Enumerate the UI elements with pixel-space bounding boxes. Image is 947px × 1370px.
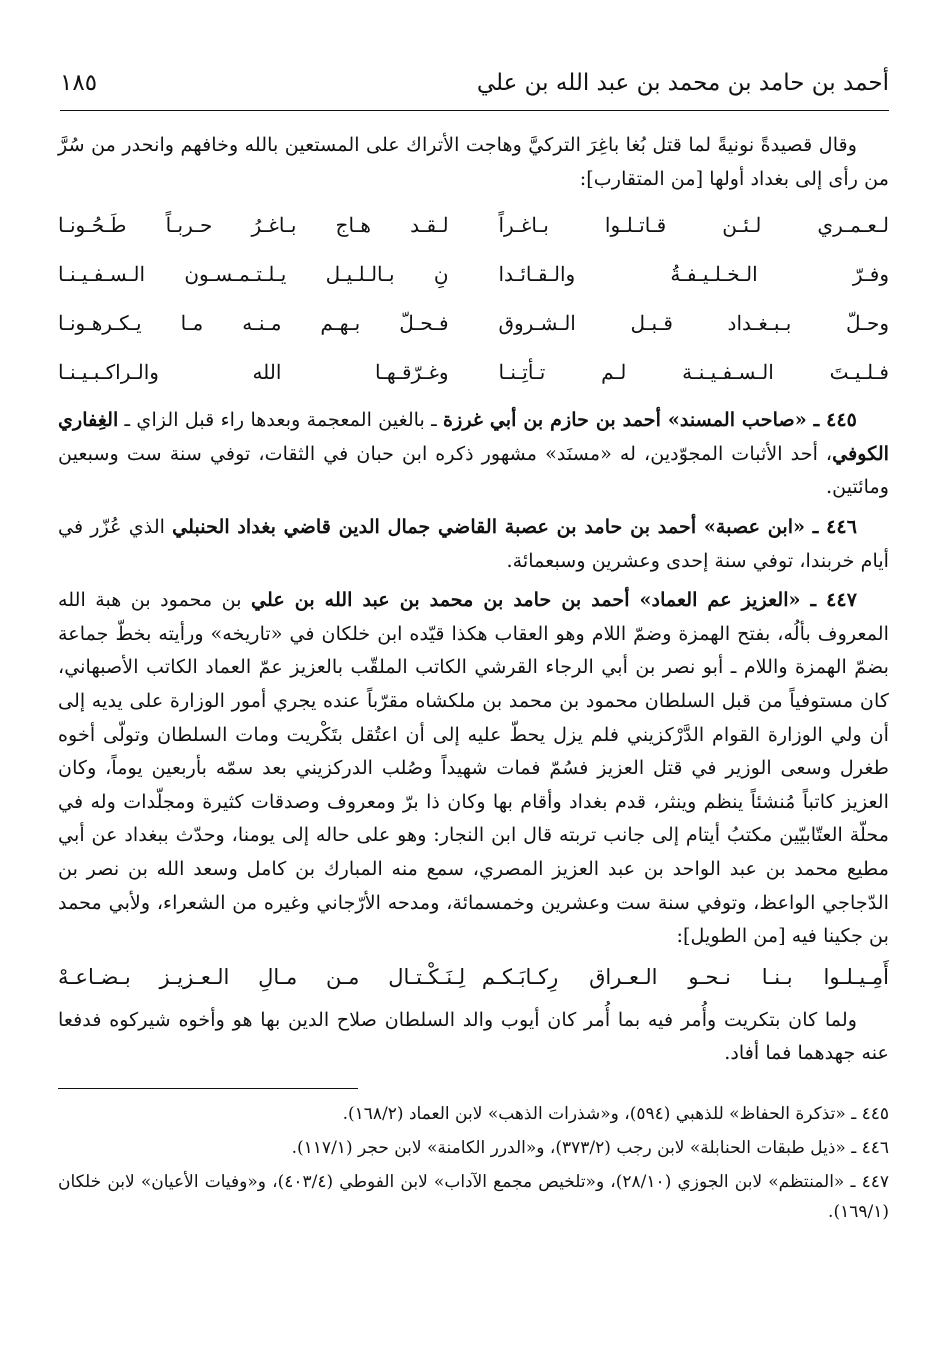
entry-446-text: الذي عُزّر في أيام خربندا، توفي سنة إحدى وعشرين وسبعمائة.: [58, 514, 889, 572]
verse-second-hemistich: فـحـلّ بـهـم مـنـه مـا يـكـرهـونـا: [58, 311, 449, 336]
verse-second-hemistich: نِ بـالـلـيـل يـلـتـمـسـون الـسـفـيـنـا: [58, 262, 449, 287]
footnote-445: ٤٤٥ ـ «تذكرة الحفاظ» للذهبي (٥٩٤)، و«شذرات الذهب» لابن العماد (١٦٨/٢).: [342, 1103, 889, 1124]
footnote-divider: [58, 1088, 358, 1089]
running-title: أحمد بن حامد بن محمد بن عبد الله بن علي: [476, 70, 889, 96]
entry-445-name: الغِفاري الكوفي: [58, 408, 889, 465]
entry-445-heading: ٤٤٥ ـ «صاحب المسند» أحمد بن حازم بن أبي غرزة: [443, 408, 857, 432]
verse-first-hemistich: وفـرّ الـخـلـيـفـةُ والـقـائـدا: [498, 262, 889, 287]
verse-line-447: [58, 955, 889, 999]
verse-line: [58, 299, 889, 348]
verse-line: [58, 201, 889, 250]
entry-447-heading: ٤٤٧ ـ «العزيز عم العماد» أحمد بن حامد بن محمد بن عبد الله بن علي: [251, 588, 857, 612]
intro-paragraph: وقال قصيدةً نونيةً لما قتل بُغا باغِرَ التركيَّ وهاجت الأتراك على المستعين بالله وخافهم وانحدر من سُرَّ من رأى إلى بغداد أولها [من المتقارب]:: [58, 133, 889, 190]
closing-paragraph: ولما كان بتكريت وأُمر فيه بما أُمر كان أيوب والد السلطان صلاح الدين بها هو وأخوه شيركوه فدفعا عنه جهدهما فما أفاد.: [58, 1007, 889, 1065]
entry-446: [58, 510, 889, 577]
entry-445-text: ـ بالغين المعجمة وبعدها راء قبل الزاي ـ: [118, 408, 444, 432]
verse-first-hemistich: لـعـمـري لـئـن قـاتـلـوا بـاغـراً: [498, 213, 889, 238]
entry-445: [58, 403, 889, 504]
verse-second-hemistich: لِـنَـكْـتـال مـن مـالِ الـعـزيـز بـضـاعـهْ: [58, 964, 466, 989]
verse-line: [58, 348, 889, 397]
entry-447-text: بن محمود بن هبة الله المعروف بألُه، بفتح الهمزة وضمّ اللام وهو العقاب هكذا قيّده ابن خلكان في «تاريخه» ورأيته بخطّ جماعة بضمّ الهمزة واللام ـ أبو نصر بن أبي الرجاء القرشي الكاتب الملقّب بالعزيز عمّ العماد الكاتب الأصبهاني، كان مستوفياً من قبل السلطان محمود بن محمد بن ملكشاه مقرّباً عنده يجري أمور الوزارة على يديه إلى أن ولي الوزارة القوام الدَّرْكزيني فلم يزل يحطّ عليه إلى أن اعتُقل بتَكْريت ومات السلطان وتولّى أخوه طغرل وسعى الوزير في قتل العزيز فسُمّ فمات شهيداً وصُلب الدركزيني بعد سمّه بأربعين يوماً، وكان العزيز كاتباً مُنشئاً ينظم وينثر، قدم بغداد وأقام بها وكان ذا برّ ومعروف وصدقات كثيرة ومجلّدات وله في محلّة العتّابيّين مكتبُ أيتام إلى جانب تربته قال ابن النجار: وهو على حاله إلى يومنا، وحدّث ببغداد عن أبي مطيع محمد بن عبد الواحد بن عبد العزيز المصري، سمع منه المبارك بن كامل وسعد الله بن نصر بن الدّجاجي الواعظ، وتوفي سنة ست وعشرين وخمسمائة، ومدحه الأرّجاني وغيره من الشعراء، ولأبي محمد بن جكينا فيه [من الطويل]:: [58, 588, 889, 948]
verse-first-hemistich: فـلـيـتَ الـسـفـيـنـة لـم تـأتِـنـا: [498, 360, 889, 385]
entry-447: [58, 583, 889, 953]
page-body: [58, 128, 889, 1231]
verse-line: [58, 250, 889, 299]
poem: [58, 201, 889, 397]
verse-first-hemistich: وحـلّ بـبـغـداد قـبـل الـشـروق: [498, 311, 889, 336]
footnote-446: ٤٤٦ ـ «ذيل طبقات الحنابلة» لابن رجب (٣٧٣/٢)، و«الدرر الكامنة» لابن حجر (١١٧/١).: [291, 1137, 889, 1158]
verse-first-hemistich: أَمِـيـلـوا بـنـا نـحـو الـعـراق رِكـابَـكـم: [481, 964, 889, 989]
footnote-447: ٤٤٧ ـ «المنتظم» لابن الجوزي (٢٨/١٠)، و«تلخيص مجمع الآداب» لابن الفوطي (٤٠٣/٤)، و«وفيات الأعيان» لابن خلكان (١٦٩/١).: [58, 1171, 889, 1222]
footnotes: [58, 1099, 889, 1227]
entry-446-heading: ٤٤٦ ـ «ابن عصبة» أحمد بن حامد بن عصبة القاضي جمال الدين قاضي بغداد الحنبلي: [172, 514, 858, 538]
page-number: ١٨٥: [60, 70, 98, 96]
page-header: [60, 64, 889, 111]
verse-second-hemistich: وغـرّقـهـا الله والـراكـبـيـنـا: [58, 360, 449, 385]
entry-445-text-cont: ، أحد الأثبات المجوّدين، له «مسنَد» مشهور ذكره ابن حبان في الثقات، توفي سنة ست وسبعين ومائتين.: [58, 441, 889, 499]
verse-second-hemistich: لـقـد هـاج بـاغـرُ حـربـاً طَـحُـونـا: [58, 213, 449, 238]
